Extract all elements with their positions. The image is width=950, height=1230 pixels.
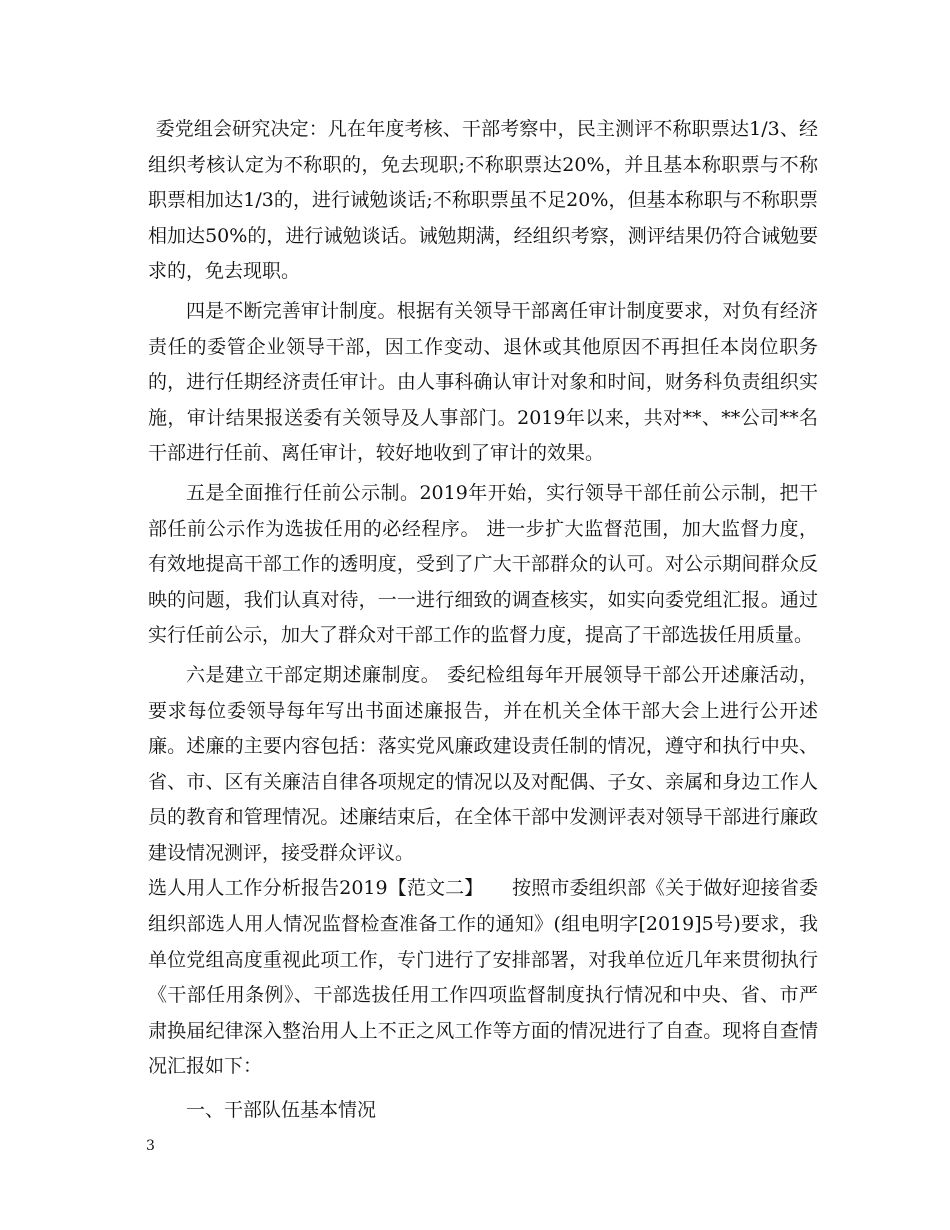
paragraph-integrity-report: 六是建立干部定期述廉制度。 委纪检组每年开展领导干部公开述廉活动，要求每位委领导每年写出书面述廉报告，并在机关全体干部大会上进行公开述廉。述廉的主要内容包括：落实党风廉政建设责任制的情况，遵守和执行中央、省、市、区有关廉洁自律各项规定的情况以及对配偶、子女、亲属和身边工作人员的教育和管理情况。述廉结束后，在全体干部中发测评表对领导干部进行廉政建设情况测评，接受群众评议。 — [148, 663, 818, 864]
paragraph-sample-report-two: 选人用人工作分析报告2019【范文二】 按照市委组织部《关于做好迎接省委组织部选人用人情况监督检查准备工作的通知》(组电明字[2019]5号)要求，我单位党组高度重视此项工作，专门进行了安排部署，对我单位近几年来贯彻执行《干部任用条例》、干部选拔任用工作四项监督制度执行情况和中央、省、市严肃换届纪律深入整治用人上不正之风工作等方面的情况进行了自查。现将自查情况汇报如下： — [148, 877, 818, 1078]
document-body — [148, 112, 818, 1129]
paragraph-pre-appointment-publicity: 五是全面推行任前公示制。2019年开始，实行领导干部任前公示制，把干部任前公示作为选拔任用的必经程序。 进一步扩大监督范围，加大监督力度，有效地提高干部工作的透明度，受到了广大干部群众的认可。对公示期间群众反映的问题，我们认真对待，一一进行细致的调查核实，如实向委党组汇报。通过实行任前公示，加大了群众对干部工作的监督力度，提高了干部选拔任用质量。 — [148, 481, 818, 647]
paragraph-disciplinary-rules: 委党组会研究决定：凡在年度考核、干部考察中，民主测评不称职票达1/3、经组织考核认定为不称职的，免去现职;不称职票达20%，并且基本称职票与不称职票相加达1/3的，进行诫勉谈话;不称职票虽不足20%，但基本称职与不称职票相加达50%的，进行诫勉谈话。诫勉期满，经组织考察，测评结果仍符合诫勉要求的，免去现职。 — [148, 118, 818, 283]
paragraph-audit-system: 四是不断完善审计制度。根据有关领导干部离任审计制度要求，对负有经济责任的委管企业领导干部，因工作变动、退休或其他原因不再担任本岗位职务的，进行任期经济责任审计。由人事科确认审计对象和时间，财务科负责组织实施，审计结果报送委有关领导及人事部门。2019年以来，共对**、**公司**名干部进行任前、离任审计，较好地收到了审计的效果。 — [148, 299, 818, 465]
section-heading-cadre-overview: 一、干部队伍基本情况 — [186, 1099, 377, 1122]
page-number: 3 — [146, 1138, 155, 1154]
